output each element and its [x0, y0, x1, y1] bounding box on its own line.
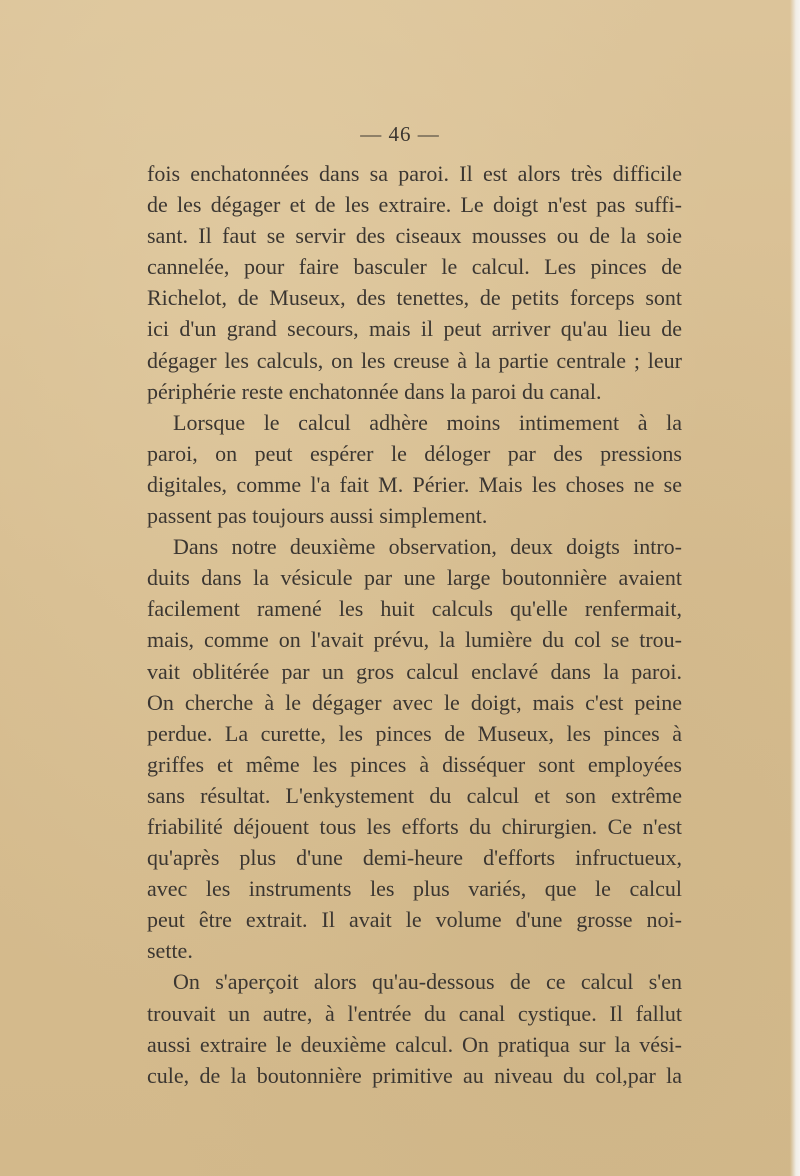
text-line: Richelot, de Museux, des tenettes, de petits forceps sont	[147, 285, 682, 311]
text-line: digitales, comme l'a fait M. Périer. Mais les choses ne se	[147, 471, 682, 497]
text-line: paroi, on peut espérer le déloger par des pressions	[147, 440, 682, 466]
text-line: duits dans la vésicule par une large boutonnière avaient	[147, 565, 682, 591]
text-line: qu'après plus d'une demi-heure d'efforts infructueux,	[147, 845, 682, 871]
text-line: de les dégager et de les extraire. Le doigt n'est pas suffi-	[147, 192, 682, 218]
text-line: cannelée, pour faire basculer le calcul. Les pinces de	[147, 254, 682, 280]
text-line: sans résultat. L'enkystement du calcul et son extrême	[147, 782, 682, 808]
paragraph-first-line: Dans notre deuxième observation, deux doigts intro-	[173, 534, 682, 560]
text-line: dégager les calculs, on les creuse à la partie centrale ; leur	[147, 347, 682, 373]
page-edge	[790, 0, 800, 1176]
paragraph-first-line: On s'aperçoit alors qu'au-dessous de ce calcul s'en	[173, 969, 682, 995]
text-line: passent pas toujours aussi simplement.	[147, 503, 488, 529]
page-number: — 46 —	[360, 122, 440, 146]
text-line: périphérie reste enchatonnée dans la paroi du canal.	[147, 378, 602, 404]
text-line: fois enchatonnées dans sa paroi. Il est alors très difficile	[147, 161, 682, 186]
text-line: ici d'un grand secours, mais il peut arriver qu'au lieu de	[147, 316, 682, 342]
text-line: vait oblitérée par un gros calcul enclavé dans la paroi.	[147, 658, 682, 684]
paragraph-first-line: Lorsque le calcul adhère moins intimement à la	[173, 409, 682, 435]
text-line: avec les instruments les plus variés, que le calcul	[147, 876, 682, 902]
text-line: On cherche à le dégager avec le doigt, mais c'est peine	[147, 689, 682, 715]
text-line: trouvait un autre, à l'entrée du canal cystique. Il fallut	[147, 1000, 682, 1026]
text-line: friabilité déjouent tous les efforts du chirurgien. Ce n'est	[147, 813, 682, 839]
text-line: peut être extrait. Il avait le volume d'une grosse noi-	[147, 907, 682, 933]
text-line: facilement ramené les huit calculs qu'elle renfermait,	[147, 596, 682, 622]
text-line: mais, comme on l'avait prévu, la lumière du col se trou-	[147, 627, 682, 653]
text-line: cule, de la boutonnière primitive au niveau du col,par la	[147, 1062, 682, 1088]
text-line: sette.	[147, 938, 193, 964]
body-text	[147, 158, 682, 1091]
text-line: aussi extraire le deuxième calcul. On pratiqua sur la vési-	[147, 1031, 682, 1057]
text-line: sant. Il faut se servir des ciseaux mousses ou de la soie	[147, 223, 682, 249]
text-line: perdue. La curette, les pinces de Museux, les pinces à	[147, 720, 682, 746]
text-line: griffes et même les pinces à disséquer sont employées	[147, 751, 682, 777]
